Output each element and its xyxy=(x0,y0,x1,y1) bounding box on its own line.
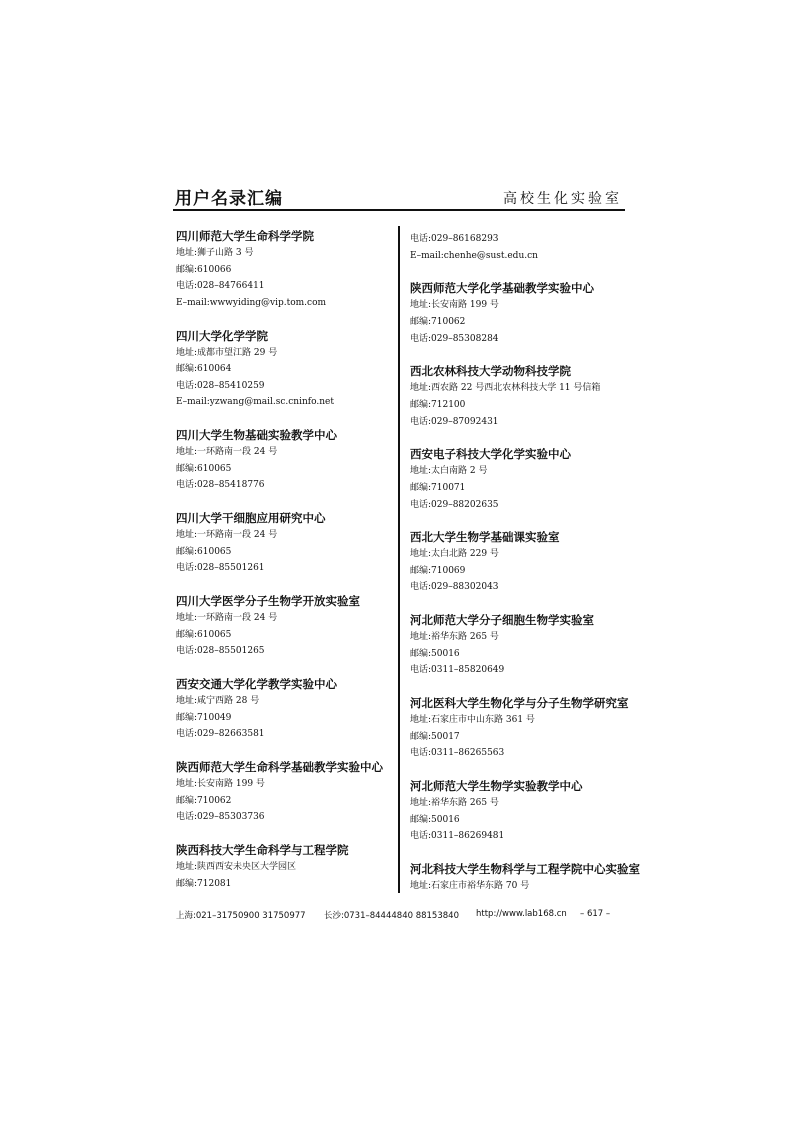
entry-address: 地址:石家庄市中山东路 361 号 xyxy=(410,715,535,726)
entry-address: 地址:长安南路 199 号 xyxy=(176,779,265,789)
directory-entry xyxy=(410,861,640,895)
directory-entry xyxy=(410,778,630,845)
directory-entry xyxy=(176,510,391,577)
entry-phone: 电话:029–88302043 xyxy=(410,582,499,593)
entry-name: 河北科技大学生物科学与工程学院中心实验室 xyxy=(410,862,640,877)
entry-address: 地址:长安南路 199 号 xyxy=(410,300,499,311)
entry-name: 西安电子科技大学化学实验中心 xyxy=(410,447,571,462)
directory-entry xyxy=(410,446,630,513)
footer-shanghai-phone: 上海:021–31750900 31750977 xyxy=(176,911,306,921)
entry-address: 地址:太白北路 229 号 xyxy=(410,549,499,560)
entry-address: 地址:太白南路 2 号 xyxy=(410,466,488,477)
footer-website: http://www.lab168.cn xyxy=(476,909,567,919)
entry-phone: 电话:029–86168293 xyxy=(410,234,499,244)
entry-postcode: 邮编:610065 xyxy=(176,546,232,557)
directory-entry xyxy=(176,228,391,311)
entry-name: 河北师范大学生物学实验教学中心 xyxy=(410,779,583,794)
entry-email[interactable]: E–mail:yzwang@mail.sc.cninfo.net xyxy=(176,397,334,408)
entry-postcode: 邮编:710071 xyxy=(410,482,466,493)
entry-name: 四川大学生物基础实验教学中心 xyxy=(176,428,337,443)
entry-name: 西安交通大学化学教学实验中心 xyxy=(176,677,337,692)
directory-entry xyxy=(410,280,630,347)
directory-entry xyxy=(410,695,630,762)
entry-phone: 电话:028–84766411 xyxy=(176,281,265,292)
entry-name: 四川大学化学学院 xyxy=(176,328,268,343)
directory-entry xyxy=(176,842,391,892)
entry-name: 四川师范大学生命科学学院 xyxy=(176,229,314,243)
directory-entry xyxy=(176,676,391,743)
directory-entry xyxy=(176,427,391,494)
entry-address: 地址:成都市望江路 29 号 xyxy=(176,347,278,358)
entry-name: 陕西科技大学生命科学与工程学院 xyxy=(176,842,349,857)
header-rule xyxy=(173,209,625,211)
directory-entry xyxy=(410,612,630,679)
entry-name: 陕西师范大学生命科学基础教学实验中心 xyxy=(176,760,383,774)
entry-phone: 电话:028–85410259 xyxy=(176,380,265,391)
entry-phone: 电话:029–82663581 xyxy=(176,729,265,740)
entry-address: 地址:一环路南一段 24 号 xyxy=(176,613,278,624)
header-title: 用户名录汇编 xyxy=(175,189,283,209)
entry-email: E–mail:chenhe@sust.edu.cn xyxy=(410,250,538,261)
entry-name: 河北师范大学分子细胞生物学实验室 xyxy=(410,613,594,628)
entry-phone: 电话:028–85501261 xyxy=(176,563,265,574)
footer-page-number: – 617 – xyxy=(580,909,611,919)
entry-postcode: 邮编:610064 xyxy=(176,364,232,375)
directory-entry xyxy=(176,759,391,826)
entry-postcode: 邮编:610065 xyxy=(176,463,232,474)
entry-phone: 电话:029–88202635 xyxy=(410,499,499,510)
entry-postcode: 邮编:610065 xyxy=(176,629,232,640)
entry-postcode: 邮编:712081 xyxy=(176,878,232,889)
entry-postcode: 邮编:710062 xyxy=(410,316,466,327)
entry-postcode: 邮编:710049 xyxy=(176,712,232,723)
entry-address: 地址:陕西西安未央区大学园区 xyxy=(176,861,297,872)
entry-name: 河北医科大学生物化学与分子生物学研究室 xyxy=(410,696,629,711)
entry-name: 陕西师范大学化学基础教学实验中心 xyxy=(410,281,594,296)
directory-entry xyxy=(176,593,391,660)
entry-phone: 电话:028–85418776 xyxy=(176,480,265,491)
entry-postcode: 邮编:710062 xyxy=(176,795,232,806)
directory-entry xyxy=(410,363,630,430)
entry-phone: 电话:0311–85820649 xyxy=(410,665,505,676)
entry-address: 地址:裕华东路 265 号 xyxy=(410,798,499,809)
entry-postcode: 邮编:50016 xyxy=(410,814,460,825)
left-column xyxy=(176,228,391,892)
entry-phone: 电话:0311–86269481 xyxy=(410,831,505,842)
entry-name: 西北大学生物学基础课实验室 xyxy=(410,530,560,545)
entry-email[interactable]: E–mail:wwwyiding@vip.tom.com xyxy=(176,297,327,308)
entry-address: 地址:狮子山路 3 号 xyxy=(176,248,254,258)
entry-postcode: 邮编:610066 xyxy=(176,264,232,275)
entry-postcode: 邮编:50016 xyxy=(410,648,460,659)
entry-phone: 电话:029–87092431 xyxy=(410,416,499,427)
entry-address: 地址:裕华东路 265 号 xyxy=(410,632,499,643)
right-column xyxy=(410,231,640,895)
header-section-title: 高校生化实验室 xyxy=(503,191,622,207)
entry-address: 地址:咸宁西路 28 号 xyxy=(176,696,260,707)
entry-address: 地址:一环路南一段 24 号 xyxy=(176,447,278,458)
entry-name: 四川大学医学分子生物学开放实验室 xyxy=(176,594,360,609)
entry-phone: 电话:029–85303736 xyxy=(176,812,265,823)
entry-address: 地址:西农路 22 号西北农林科技大学 11 号信箱 xyxy=(410,383,601,394)
entry-postcode: 邮编:710069 xyxy=(410,565,466,576)
directory-entry xyxy=(176,328,391,411)
entry-address: 地址:一环路南一段 24 号 xyxy=(176,530,278,541)
entry-name: 四川大学干细胞应用研究中心 xyxy=(176,511,326,526)
entry-address: 地址:石家庄市裕华东路 70 号 xyxy=(410,881,530,892)
directory-entry xyxy=(410,529,630,596)
entry-name: 西北农林科技大学动物科技学院 xyxy=(410,364,571,379)
entry-postcode: 邮编:50017 xyxy=(410,731,460,742)
column-divider xyxy=(398,226,400,893)
entry-postcode: 邮编:712100 xyxy=(410,399,466,410)
continued-entry xyxy=(410,231,630,264)
footer-changsha-phone: 长沙:0731–84444840 88153840 xyxy=(324,911,459,921)
entry-phone: 电话:0311–86265563 xyxy=(410,748,505,759)
entry-phone: 电话:028–85501265 xyxy=(176,646,265,657)
entry-phone: 电话:029–85308284 xyxy=(410,333,499,344)
